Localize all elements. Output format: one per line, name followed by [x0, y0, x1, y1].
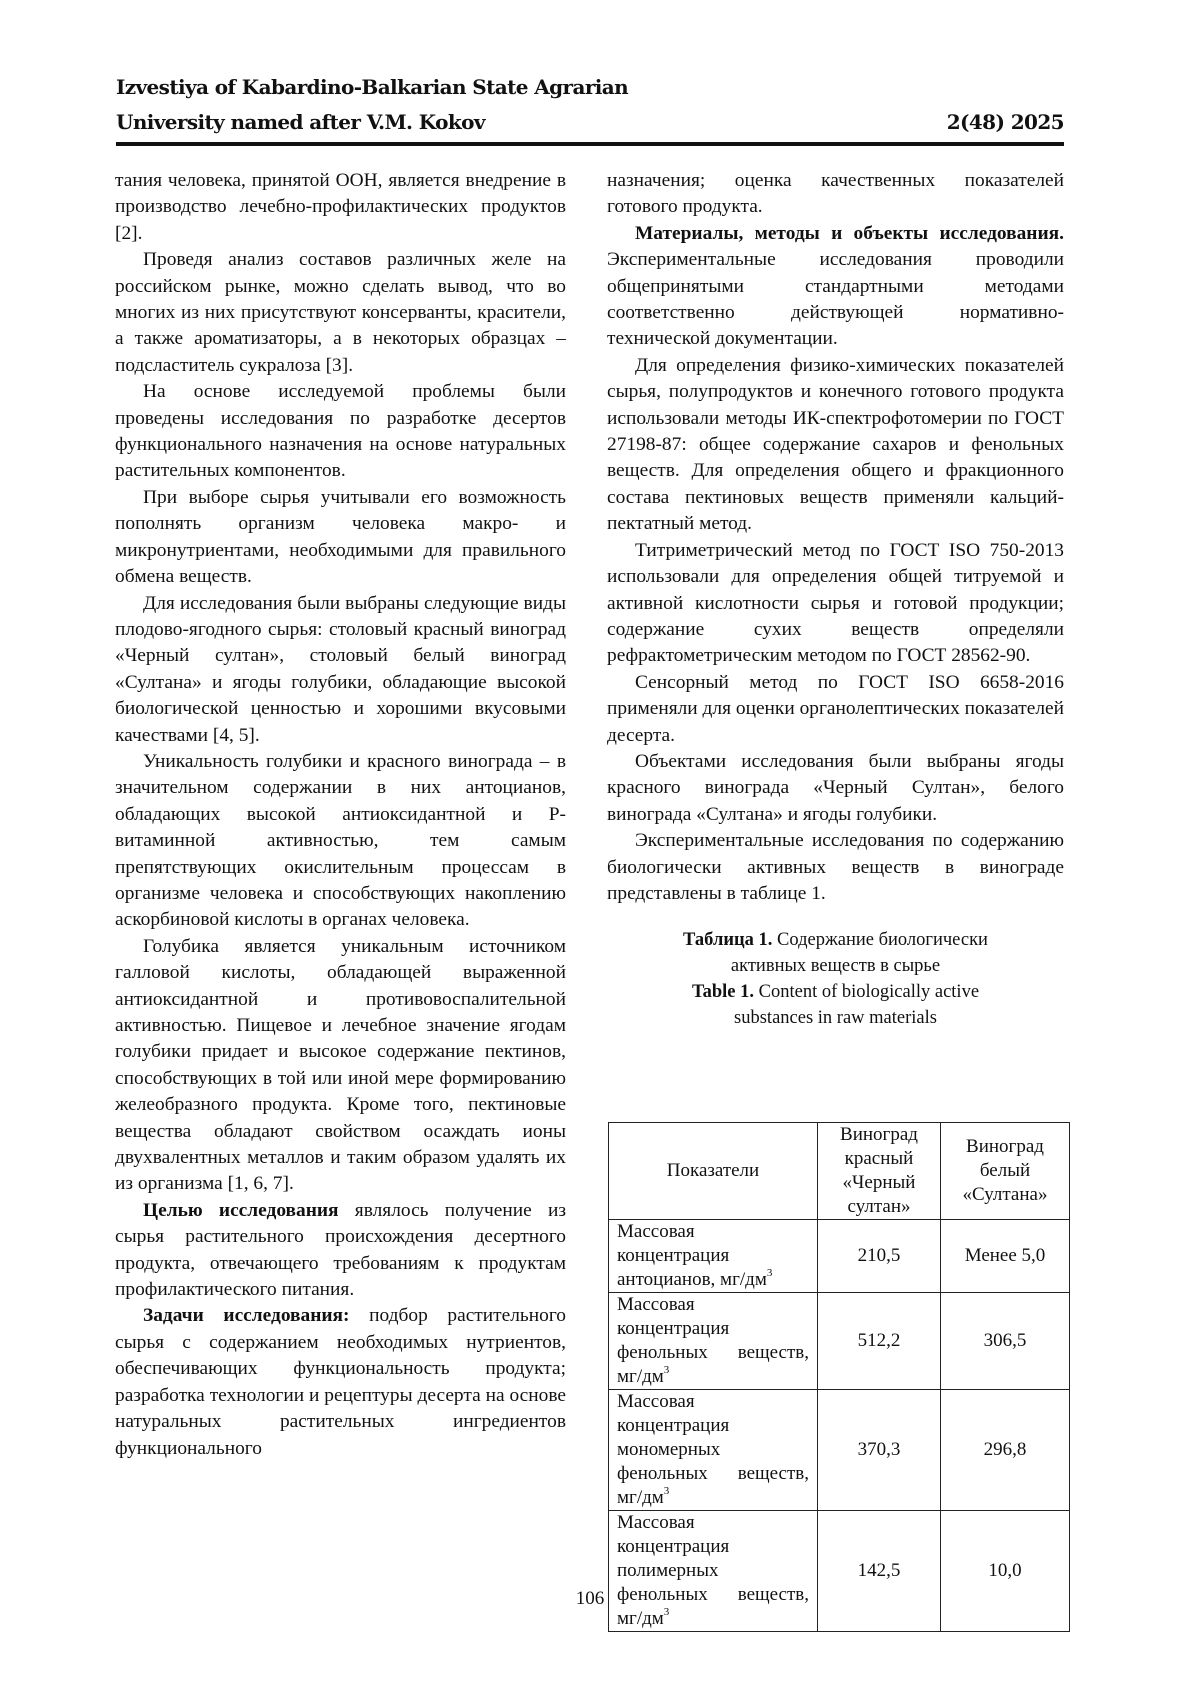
paragraph: На основе исследуемой проблемы были проведены исследования по разработке десертов функционального назначения на основе натуральных растительных компонентов. [115, 379, 566, 485]
header-indicator: Показатели [609, 1123, 818, 1220]
paragraph: Голубика является уникальным источником галловой кислоты, обладающей выраженной антиоксидантной и противовоспалительной активностью. Пищевое и лечебное значение ягодам голубики придает и высокое содержание пектинов, способствующих в той или иной мере формированию желеобразного продукта. Кроме того, пектиновые вещества обладают свойством осаждать ионы двухвалентных металлов и таким образом удалять их из организма [1, 6, 7]. [115, 934, 566, 1198]
paragraph: назначения; оценка качественных показателей готового продукта. [607, 168, 1064, 221]
header-red-grape: Виноград красный «Черный султан» [818, 1123, 941, 1220]
left-column [115, 168, 566, 1462]
paragraph: Экспериментальные исследования по содержанию биологически активных веществ в винограде представлены в таблице 1. [607, 828, 1064, 907]
header-rule [116, 142, 1064, 146]
paragraph: Сенсорный метод по ГОСТ ISO 6658-2016 применяли для оценки органолептических показателей десерта. [607, 670, 1064, 749]
table-row [609, 1220, 1070, 1293]
paragraph: Уникальность голубики и красного винограда – в значительном содержании в них антоцианов, обладающих высокой антиоксидантной и Р-витаминной активностью, тем самым препятствующих окислительным процессам в организме человека и способствующих накоплению аскорбиновой кислоты в органах человека. [115, 749, 566, 934]
table-row [609, 1511, 1070, 1632]
table-row [609, 1390, 1070, 1511]
issue-number: 2(48) 2025 [947, 105, 1064, 140]
header-white-grape: Виноград белый «Султана» [941, 1123, 1070, 1220]
table-caption-en: Table 1. Content of biologically active substances in raw materials [607, 979, 1064, 1031]
row-label: Массовая концентрация мономерных фенольных веществ, мг/дм3 [609, 1390, 818, 1511]
paragraph: При выборе сырья учитывали его возможность пополнять организм человека макро- и микронутриентами, необходимыми для правильного обмена веществ. [115, 485, 566, 591]
paragraph-methods: Материалы, методы и объекты исследования. Экспериментальные исследования проводили общепринятыми стандартными методами соответственно действующей нормативно-технической документации. [607, 221, 1064, 353]
paragraph-goal: Целью исследования являлось получение из сырья растительного происхождения десертного продукта, отвечающего требованиям к продуктам профилактического питания. [115, 1198, 566, 1304]
paragraph: Объектами исследования были выбраны ягоды красного винограда «Черный Султан», белого винограда «Султана» и ягоды голубики. [607, 749, 1064, 828]
paragraph: Проведя анализ составов различных желе на российском рынке, можно сделать вывод, что во многих из них присутствуют консерванты, красители, а также ароматизаторы, а в некоторых образцах – подсластитель сукралоза [3]. [115, 247, 566, 379]
cell-white: 306,5 [941, 1293, 1070, 1390]
running-header [116, 70, 1064, 140]
cell-red: 370,3 [818, 1390, 941, 1511]
page-number: 106 [0, 1588, 1180, 1610]
row-label: Массовая концентрация фенольных веществ, мг/дм3 [609, 1293, 818, 1390]
row-label: Массовая концентрация антоцианов, мг/дм3 [609, 1220, 818, 1293]
journal-title-line1: Izvestiya of Kabardino-Balkarian State Agrarian [116, 70, 1064, 105]
paragraph: тания человека, принятой ООН, является внедрение в производство лечебно-профилактических продуктов [2]. [115, 168, 566, 247]
cell-white: Менее 5,0 [941, 1220, 1070, 1293]
paragraph: Для исследования были выбраны следующие виды плодово-ягодного сырья: столовый красный виноград «Черный султан», столовый белый виноград «Султана» и ягоды голубики, обладающие высокой биологической ценностью и хорошими вкусовыми качествами [4, 5]. [115, 591, 566, 749]
right-column [607, 168, 1064, 1031]
table-header-row [609, 1123, 1070, 1220]
cell-white: 296,8 [941, 1390, 1070, 1511]
cell-red: 512,2 [818, 1293, 941, 1390]
cell-white: 10,0 [941, 1511, 1070, 1632]
row-label: Массовая концентрация полимерных фенольных веществ, мг/дм3 [609, 1511, 818, 1632]
table-row [609, 1293, 1070, 1390]
paragraph: Титриметрический метод по ГОСТ ISO 750-2013 использовали для определения общей титруемой и активной кислотности сырья и готовой продукции; содержание сухих веществ определяли рефрактометрическим методом по ГОСТ 28562-90. [607, 538, 1064, 670]
table-caption-ru: Таблица 1. Содержание биологически активных веществ в сырье [607, 927, 1064, 979]
cell-red: 142,5 [818, 1511, 941, 1632]
journal-title-line2: University named after V.M. Kokov [116, 105, 1064, 140]
cell-red: 210,5 [818, 1220, 941, 1293]
data-table [608, 1122, 1070, 1632]
paragraph: Для определения физико-химических показателей сырья, полупродуктов и конечного готового продукта использовали методы ИК-спектрофотомерии по ГОСТ 27198-87: общее содержание сахаров и фенольных веществ. Для определения общего и фракционного состава пектиновых веществ применяли кальций-пектатный метод. [607, 353, 1064, 538]
paragraph-tasks: Задачи исследования: подбор растительного сырья с содержанием необходимых нутриентов, обеспечивающих функциональность продукта; разработка технологии и рецептуры десерта на основе натуральных растительных ингредиентов функционального [115, 1303, 566, 1461]
